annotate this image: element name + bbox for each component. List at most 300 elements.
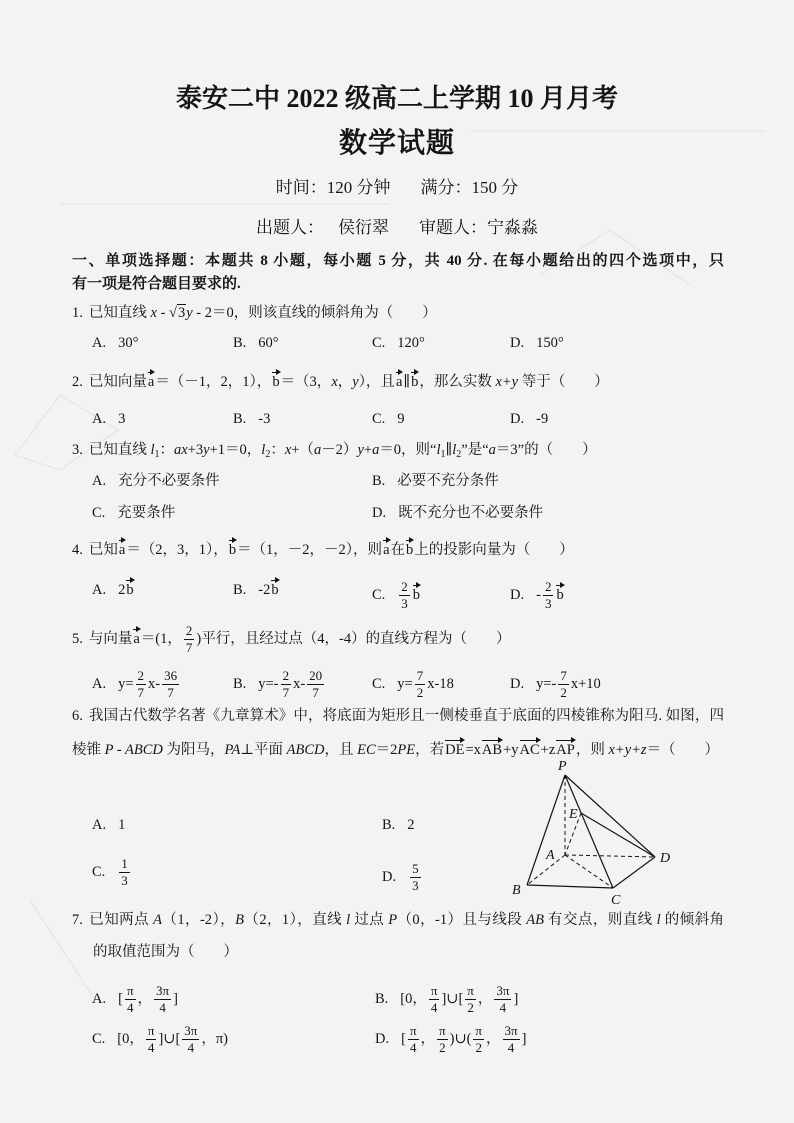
option-label: D. — [375, 1030, 390, 1047]
text-run: - 2＝0，则该直线的倾斜角为（ ） — [192, 305, 437, 321]
question-number: 5. — [72, 630, 83, 647]
fraction — [558, 669, 569, 700]
fraction-denominator: 2 — [475, 1040, 482, 1055]
option-content — [397, 335, 425, 351]
text-run: ， — [337, 374, 353, 390]
option-content — [408, 861, 423, 893]
option-c — [92, 1024, 228, 1055]
point-label-a: A — [546, 848, 555, 863]
vector: a — [118, 542, 126, 558]
option-label: B. — [233, 411, 247, 427]
fraction-numerator: π — [409, 1023, 417, 1038]
fraction-denominator: 4 — [187, 1040, 195, 1055]
text-run: y=- — [536, 675, 557, 692]
text-run: 过点 — [350, 912, 389, 928]
text-run: ，若 — [415, 742, 445, 758]
text-run: 等于（ ） — [518, 374, 609, 390]
text-run: ＝（－1，2，1）， — [155, 374, 272, 390]
text-run: ＝（1，－2，－2），则 — [237, 542, 383, 558]
fraction-numerator: π — [467, 983, 474, 998]
exam-time-info — [0, 177, 794, 199]
option-label: B. — [233, 675, 247, 692]
fraction-denominator: 3 — [121, 873, 128, 888]
fraction — [494, 984, 511, 1015]
fraction-numerator: 7 — [416, 668, 424, 683]
text-run: ，且 — [324, 742, 358, 758]
option-label: B. — [375, 990, 389, 1007]
text-run: ”是“ — [461, 442, 489, 458]
question-number: 6. — [72, 708, 83, 724]
fraction-denominator: 4 — [409, 1040, 417, 1055]
option-b — [233, 580, 280, 600]
fraction — [408, 1024, 419, 1055]
exam-title: 泰安二中 2022 级高二上学期 10 月月考 — [175, 84, 618, 113]
text-run: 已知 — [88, 542, 118, 558]
text-run: ，π) — [201, 1030, 229, 1047]
text-run: 必要不充分条件 — [397, 473, 499, 489]
text-run: 的倾斜角 — [660, 912, 725, 928]
question-stem-continued — [93, 942, 745, 962]
math-variable: l — [150, 442, 155, 458]
fraction — [429, 984, 440, 1015]
math-variable: EC — [357, 742, 376, 758]
option-label: B. — [382, 817, 396, 833]
option-content — [536, 335, 564, 351]
text-run: 充分不必要条件 — [118, 473, 220, 489]
fraction-denominator: 4 — [147, 1040, 155, 1055]
point-label-e: E — [569, 807, 578, 822]
fraction — [125, 984, 136, 1015]
option-d — [510, 580, 565, 611]
option-d — [372, 503, 543, 523]
fraction-numerator: 36 — [164, 668, 178, 683]
option-d — [510, 669, 601, 700]
fraction-numerator: 3π — [184, 1023, 198, 1038]
question-number: 2. — [72, 374, 83, 390]
fraction-numerator: 2 — [185, 623, 193, 638]
option-b — [233, 333, 279, 353]
option-content — [397, 473, 499, 489]
text-run: 已知直线 — [88, 442, 151, 458]
fraction-numerator: π — [475, 1023, 482, 1038]
option-content — [118, 582, 135, 598]
vector: b — [271, 582, 279, 598]
vector: b — [272, 374, 280, 390]
question-number: 1. — [72, 305, 83, 321]
text-run: ∥ — [445, 442, 453, 458]
stem-text — [89, 442, 597, 458]
option-content — [397, 411, 404, 427]
option-label: A. — [92, 335, 107, 351]
vector: b — [412, 586, 421, 603]
option-content — [258, 668, 326, 700]
option-c — [92, 503, 175, 523]
option-content — [258, 411, 270, 427]
question-stem — [72, 303, 724, 323]
math-variable: a — [313, 442, 322, 458]
text-run: ＝（ ） — [646, 742, 720, 758]
fraction-denominator: 2 — [439, 1040, 446, 1055]
option-content — [407, 817, 414, 833]
text-run: 与向量 — [88, 630, 133, 647]
text-run: 2 — [407, 817, 415, 833]
option-label: A. — [92, 582, 107, 598]
option-a — [92, 409, 125, 429]
vector: AB — [481, 742, 503, 758]
fraction-denominator: 3 — [412, 878, 419, 893]
text-run: ， — [137, 990, 153, 1007]
option-label: B. — [372, 473, 386, 489]
text-run: [ — [118, 990, 123, 1007]
fraction-denominator: 2 — [416, 685, 424, 700]
option-content — [536, 579, 565, 611]
exam-full-score: 满分：150 分 — [420, 178, 519, 197]
math-variable: a — [372, 442, 380, 458]
text-run: +y — [503, 742, 519, 758]
fraction-denominator: 3 — [544, 596, 552, 611]
fraction-numerator: 2 — [544, 579, 552, 594]
question-stem-continued — [72, 740, 724, 760]
exam-subtitle: 数学试题 — [338, 128, 455, 159]
fraction — [119, 857, 130, 888]
text-run: -9 — [536, 411, 549, 427]
option-a — [92, 471, 220, 491]
text-run: 有交点，则直线 — [543, 912, 657, 928]
fraction — [136, 669, 147, 700]
option-d — [510, 409, 548, 429]
text-run: +z — [540, 742, 556, 758]
fraction-denominator: 4 — [126, 1000, 134, 1015]
math-variable: ax — [174, 442, 188, 458]
stem-text — [89, 374, 609, 390]
option-label: D. — [372, 505, 387, 521]
option-b — [372, 471, 499, 491]
text-run: －2） — [321, 442, 358, 458]
fraction — [415, 669, 426, 700]
text-run: 已知直线 — [88, 305, 151, 321]
text-run: )平行，且经过点（4，-4）的直线方程为（ ） — [196, 630, 511, 647]
question-stem — [72, 706, 724, 726]
fraction — [281, 669, 292, 700]
option-label: B. — [233, 582, 247, 598]
vector: b — [406, 542, 414, 558]
text-run: ＝0，则“ — [379, 442, 437, 458]
math-variable: y — [357, 442, 364, 458]
option-content — [118, 411, 125, 427]
fraction — [146, 1024, 157, 1055]
option-label: D. — [510, 335, 525, 351]
fraction — [162, 669, 179, 700]
option-content — [118, 817, 125, 833]
math-variable: y — [203, 442, 210, 458]
text-run: ，那么实数 — [419, 374, 496, 390]
math-variable: AB — [526, 912, 544, 928]
edge-cd — [613, 857, 655, 888]
text-run: - √ — [156, 305, 177, 321]
vector: a — [133, 630, 140, 647]
text-run: 棱锥 — [72, 742, 105, 758]
section-heading-line: 一、单项选择题：本题共 8 小题，每小题 5 分，共 40 分. 在每小题给出的四个选项中，只 — [72, 253, 724, 269]
stem-text — [93, 944, 238, 960]
text-run: 为阳马， — [162, 742, 225, 758]
vector: b — [411, 374, 419, 390]
question-number: 3. — [72, 442, 83, 458]
math-variable: l — [436, 442, 441, 458]
vector: b — [556, 586, 564, 603]
fraction — [543, 580, 554, 611]
text-run: 在 — [390, 542, 405, 558]
radicand: 3 — [177, 305, 186, 321]
author-name: 侯衍翠 — [338, 218, 389, 237]
option-label: D. — [510, 675, 525, 692]
question-stem — [72, 910, 724, 930]
option-d — [510, 333, 564, 353]
fraction-numerator: 3π — [496, 983, 510, 998]
text-run: +1＝0， — [209, 442, 262, 458]
vector: b — [228, 542, 237, 558]
option-content — [398, 505, 543, 521]
text-run: ＝（2，3，1）， — [126, 542, 228, 558]
text-run: ， — [486, 1030, 501, 1047]
option-content — [536, 411, 548, 427]
math-variable: x — [284, 442, 292, 458]
vector: a — [147, 374, 155, 390]
text-run: 30° — [118, 335, 139, 351]
stem-text — [72, 742, 719, 758]
text-run: -3 — [258, 411, 271, 427]
fraction-denominator: 7 — [137, 685, 145, 700]
math-variable: l — [261, 442, 266, 458]
option-label: B. — [233, 335, 247, 351]
text-run: ∥ — [403, 374, 411, 390]
option-a — [92, 815, 125, 835]
point-label-c: C — [611, 893, 621, 908]
option-content — [117, 856, 132, 888]
question-stem — [72, 540, 724, 560]
subscript: 2 — [265, 449, 271, 460]
option-label: A. — [92, 473, 107, 489]
fraction-denominator: 4 — [430, 1000, 438, 1015]
exam-time: 时间：120 分钟 — [275, 178, 391, 197]
fraction-denominator: 7 — [167, 685, 174, 700]
fraction — [307, 669, 324, 700]
math-variable: x — [331, 374, 338, 390]
text-run: ＝3”的（ ） — [495, 442, 597, 458]
edge-pd — [565, 775, 655, 857]
option-label: C. — [372, 411, 386, 427]
text-run: ]∪[ — [441, 990, 464, 1007]
text-run: - — [536, 586, 541, 603]
option-a — [92, 580, 135, 600]
subscript: 1 — [440, 449, 446, 460]
fraction-denominator: 2 — [467, 1000, 474, 1015]
math-variable: B — [235, 912, 244, 928]
text-run: ]∪[ — [158, 1030, 181, 1047]
option-label: D. — [510, 411, 525, 427]
text-run: ＝(1， — [140, 630, 182, 647]
math-variable: x+y+z — [608, 742, 647, 758]
point-label-p: P — [558, 759, 567, 774]
option-label: C. — [92, 505, 106, 521]
math-variable: P — [388, 912, 398, 928]
option-label: C. — [92, 1030, 106, 1047]
vector: AC — [519, 742, 540, 758]
math-variable: l — [656, 912, 661, 928]
text-run: ： — [159, 442, 175, 458]
math-variable: y — [186, 305, 193, 321]
text-run: + — [363, 442, 373, 458]
text-run: x+10 — [570, 675, 601, 692]
stem-text — [89, 542, 574, 558]
section-heading-line: 有一项是符合题目要求的. — [72, 276, 241, 292]
fraction-numerator: 5 — [412, 861, 419, 876]
text-run: （2，1），直线 — [243, 912, 347, 928]
text-run: 9 — [397, 411, 405, 427]
fraction — [503, 1024, 520, 1055]
fraction-numerator: 2 — [137, 668, 145, 683]
fraction — [182, 1024, 199, 1055]
text-run: ＝（3， — [280, 374, 332, 390]
option-content — [258, 335, 278, 351]
stem-text — [89, 912, 724, 928]
text-run: 的取值范围为（ ） — [93, 944, 238, 960]
fraction — [154, 984, 171, 1015]
text-run: ] — [173, 990, 178, 1007]
option-c — [372, 333, 425, 353]
reviewer-name: 宁淼淼 — [487, 218, 538, 237]
vector: b — [126, 582, 134, 598]
text-run: 已知向量 — [88, 374, 147, 390]
option-label: A. — [92, 675, 107, 692]
fraction-denominator: 3 — [401, 596, 408, 611]
text-run: -2 — [258, 582, 271, 598]
pyramid-figure — [500, 758, 700, 908]
math-variable: A — [153, 912, 162, 928]
math-variable: PE — [397, 742, 416, 758]
option-label: C. — [372, 675, 386, 692]
option-d — [382, 862, 423, 893]
text-run: 120° — [397, 335, 425, 351]
option-d — [375, 1024, 526, 1055]
option-content — [117, 505, 175, 521]
text-run: x-18 — [427, 675, 454, 692]
exam-staff — [0, 217, 794, 239]
math-variable: PA — [224, 742, 241, 758]
question-stem — [72, 440, 724, 460]
option-a — [92, 984, 178, 1015]
question-number: 7. — [72, 912, 83, 928]
text-run: 既不充分也不必要条件 — [398, 505, 544, 521]
option-c — [372, 409, 405, 429]
text-run: ， — [420, 1030, 436, 1047]
option-b — [233, 409, 270, 429]
text-run: ，则 — [575, 742, 609, 758]
vector: AP — [556, 742, 575, 758]
text-run: x- — [293, 675, 306, 692]
stem-text — [89, 708, 724, 724]
math-variable: a — [488, 442, 496, 458]
option-label: D. — [510, 586, 525, 603]
option-b — [375, 984, 518, 1015]
option-label: C. — [372, 586, 386, 603]
math-variable: x+y — [495, 374, 519, 390]
fraction-numerator: 7 — [560, 668, 567, 683]
text-run: y=- — [258, 675, 279, 692]
fraction-denominator: 2 — [560, 685, 567, 700]
option-label: D. — [382, 868, 397, 885]
edge-ad — [565, 855, 655, 857]
option-label: A. — [92, 411, 107, 427]
math-variable: x — [150, 305, 157, 321]
text-run: )∪( — [449, 1030, 472, 1047]
option-label: A. — [92, 817, 107, 833]
fraction — [399, 580, 410, 611]
question-stem — [72, 372, 724, 392]
text-run: ] — [521, 1030, 527, 1047]
option-label: C. — [372, 335, 386, 351]
text-run: x- — [148, 675, 161, 692]
vector: a — [383, 542, 390, 558]
fraction-numerator: π — [126, 983, 134, 998]
option-content — [258, 582, 279, 598]
fraction — [465, 984, 476, 1015]
option-content — [397, 668, 454, 700]
text-run: 我国古代数学名著《九章算术》中，将底面为矩形且一侧棱垂直于底面的四棱锥称为阳马. 如图，四 — [88, 708, 724, 724]
segment-ed — [581, 813, 655, 857]
question-number: 4. — [72, 542, 83, 558]
author-label: 出题人： — [256, 218, 324, 237]
text-run: 3 — [118, 411, 126, 427]
fraction-numerator: 2 — [282, 668, 290, 683]
point-label-b: B — [512, 883, 521, 898]
fraction-denominator: 4 — [159, 1000, 166, 1015]
text-run: [ — [401, 1030, 406, 1047]
stem-text — [88, 623, 511, 655]
option-content — [118, 335, 138, 351]
text-run: 上的投影向量为（ ） — [414, 542, 574, 558]
math-variable: y — [352, 374, 359, 390]
text-run: ： — [270, 442, 285, 458]
text-run: 60° — [258, 335, 279, 351]
fraction-denominator: 4 — [499, 1000, 507, 1015]
fraction-numerator: π — [147, 1023, 155, 1038]
subscript: 2 — [456, 449, 462, 460]
subscript: 1 — [154, 449, 160, 460]
text-run: （1，-2）， — [161, 912, 236, 928]
option-label: A. — [92, 990, 107, 1007]
fraction-denominator: 4 — [507, 1040, 515, 1055]
text-run: =x — [465, 742, 481, 758]
text-run: 150° — [536, 335, 564, 351]
text-run: ， — [477, 990, 493, 1007]
option-a — [92, 333, 138, 353]
text-run: ] — [513, 990, 519, 1007]
text-run: +（ — [291, 442, 314, 458]
fraction-denominator: 7 — [312, 685, 319, 700]
option-c — [92, 857, 132, 888]
option-a — [92, 669, 181, 700]
vector: a — [395, 374, 403, 390]
fraction — [437, 1024, 448, 1055]
option-content — [536, 668, 601, 700]
vector: DE — [445, 742, 465, 758]
text-run: 2 — [118, 582, 126, 598]
math-variable: l — [452, 442, 457, 458]
text-run: 已知两点 — [88, 912, 154, 928]
point-label-d: D — [660, 851, 671, 866]
fraction-numerator: 20 — [309, 668, 323, 683]
edge-pb — [527, 775, 565, 885]
